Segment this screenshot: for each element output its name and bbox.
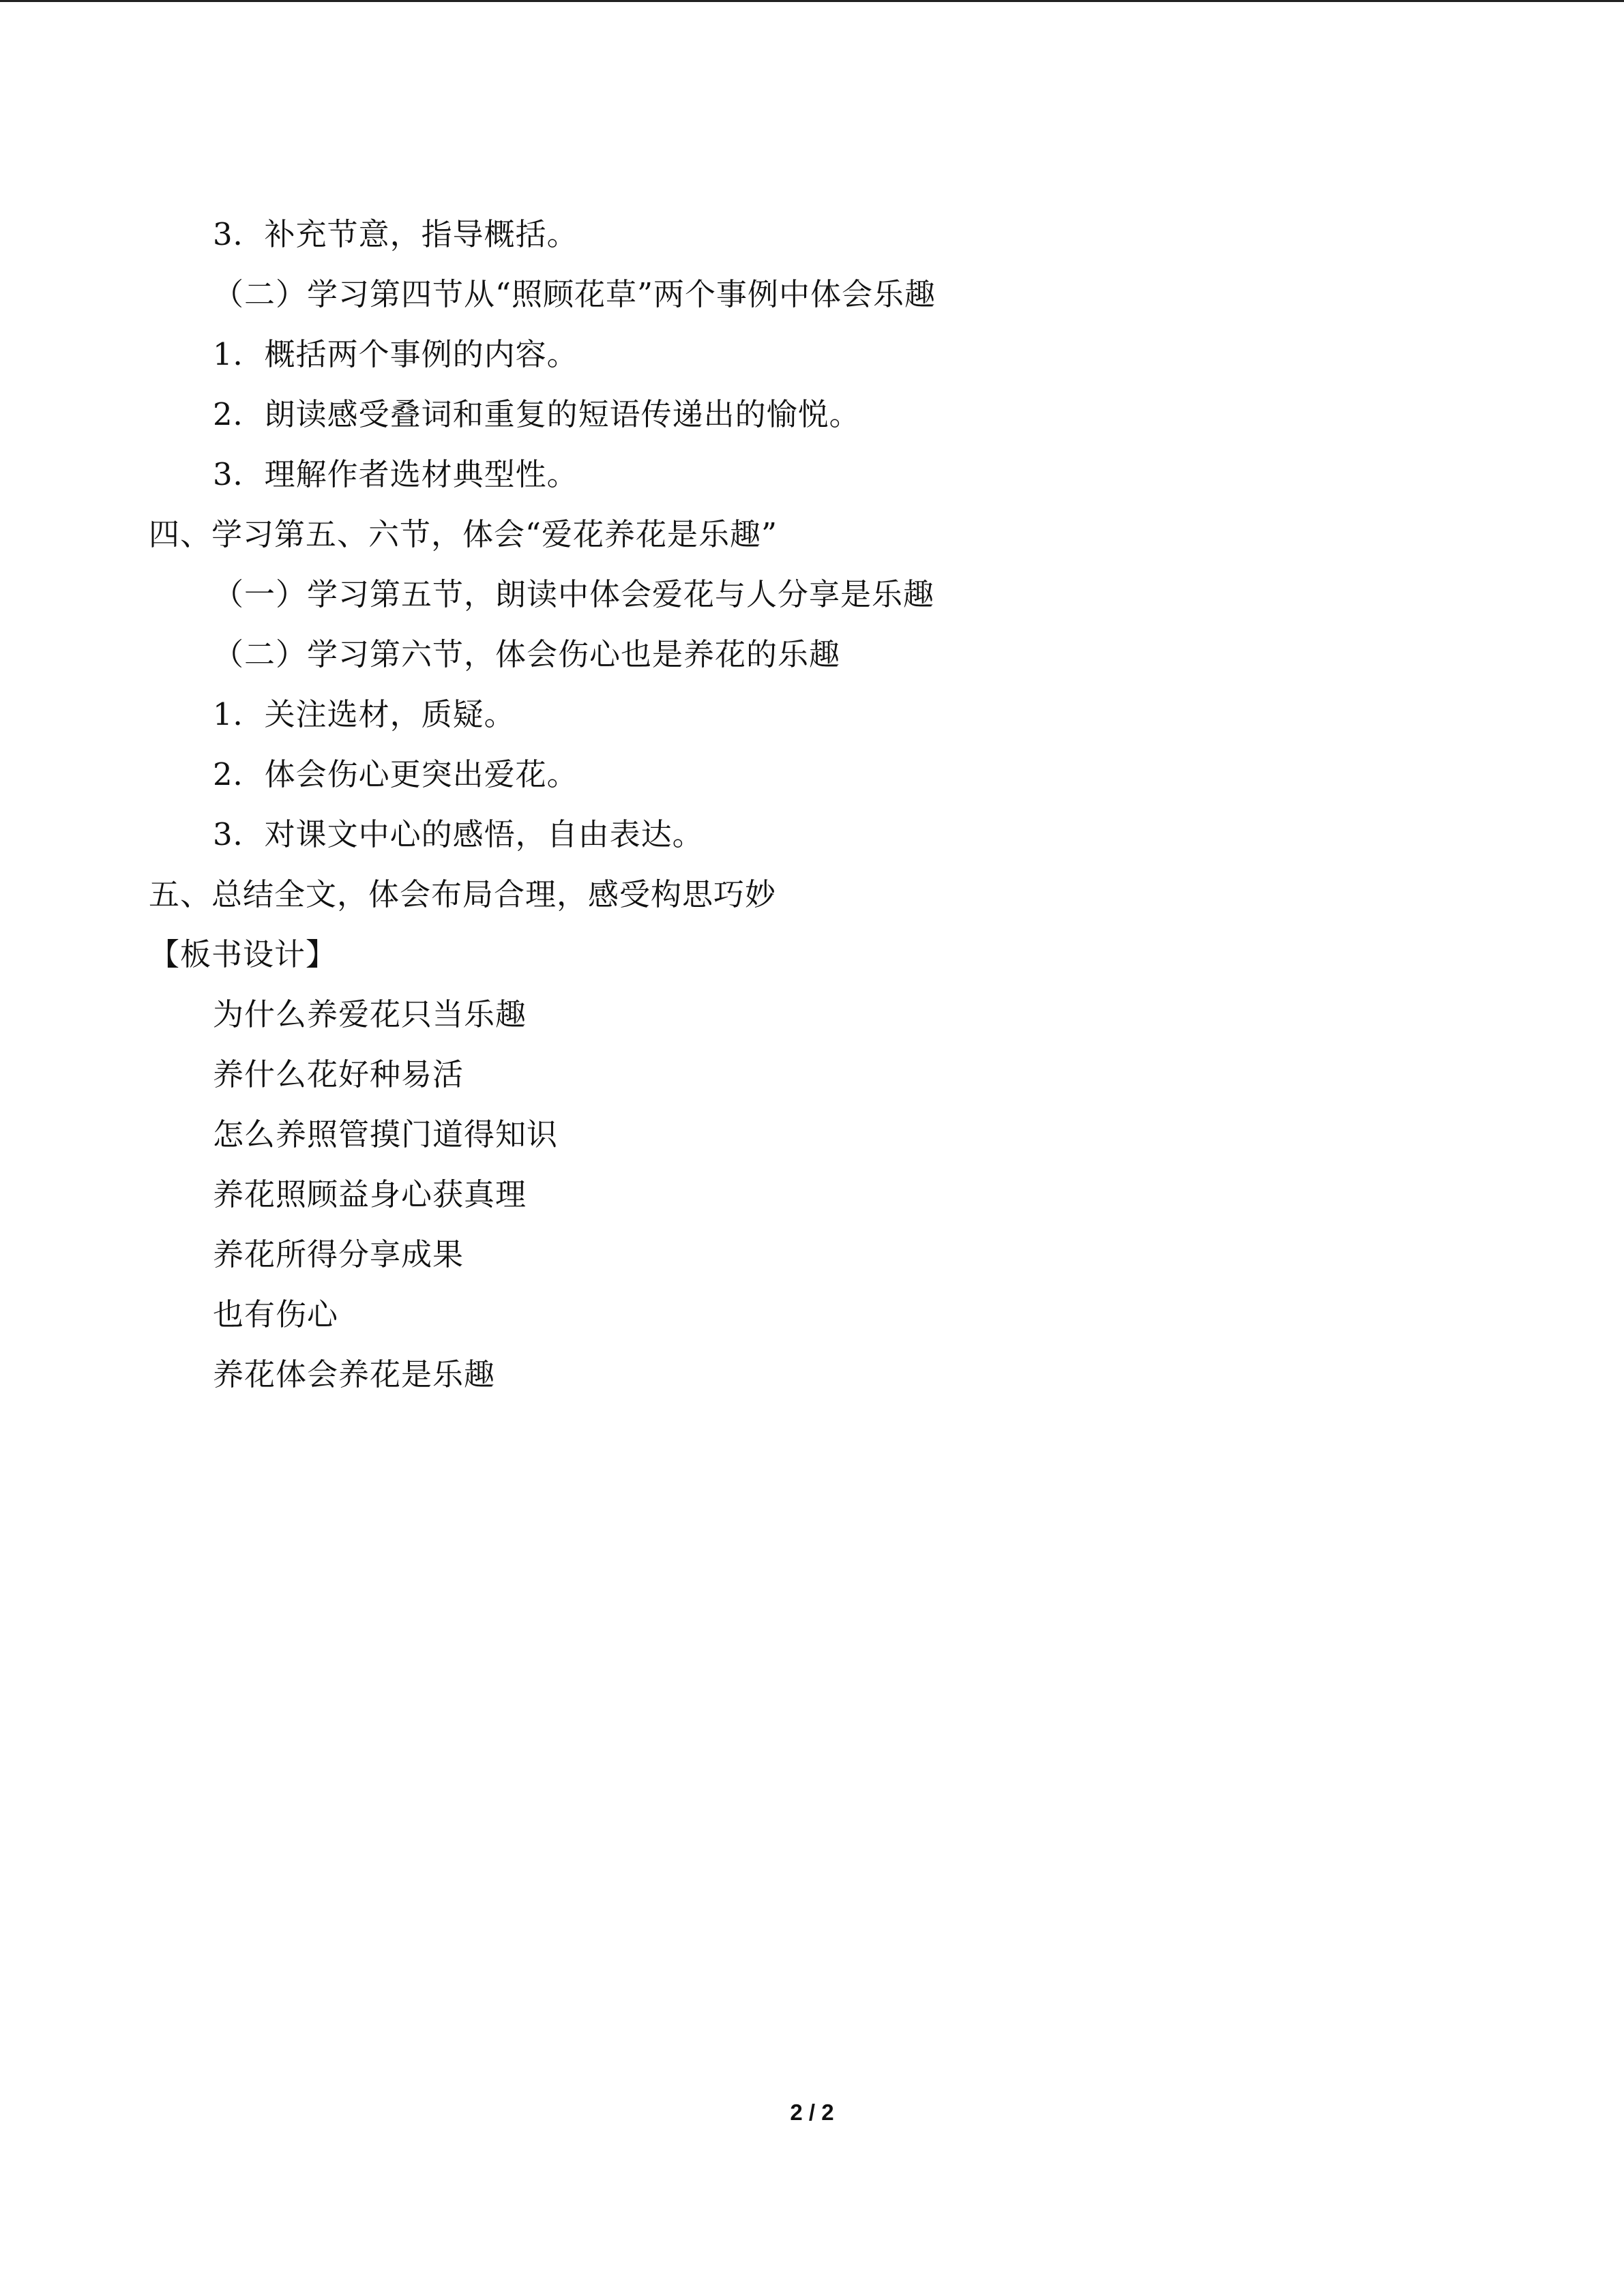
board-line-3: 怎么养照管摸门道得知识 (213, 1116, 559, 1152)
board-design-heading: 【板书设计】 (149, 936, 338, 972)
step-3-summarize-meaning: 3．补充节意，指导概括。 (213, 216, 578, 252)
step-1-summarize-examples: 1．概括两个事例的内容。 (213, 336, 578, 372)
section-five-heading: 五、总结全文，体会布局合理，感受构思巧妙 (149, 876, 777, 912)
board-line-7: 养花体会养花是乐趣 (213, 1356, 496, 1392)
board-line-6: 也有伤心 (213, 1296, 339, 1332)
subsection-1-section-five: （一）学习第五节，朗读中体会爱花与人分享是乐趣 (213, 576, 935, 612)
board-line-2: 养什么花好种易活 (213, 1056, 464, 1092)
board-line-5: 养花所得分享成果 (213, 1236, 464, 1272)
step-2-read-aloud: 2．朗读感受叠词和重复的短语传递出的愉悦。 (213, 396, 861, 432)
step-2-sadness-love: 2．体会伤心更突出爱花。 (213, 756, 578, 792)
subsection-2-section-six: （二）学习第六节，体会伤心也是养花的乐趣 (213, 636, 841, 672)
subsection-2-section-four: （二）学习第四节从“照顾花草”两个事例中体会乐趣 (213, 276, 936, 312)
step-1-material-question: 1．关注选材，质疑。 (213, 696, 516, 732)
section-four-heading: 四、学习第五、六节，体会“爱花养花是乐趣” (149, 516, 778, 552)
board-line-1: 为什么养爱花只当乐趣 (213, 996, 527, 1032)
page-number: 2 / 2 (790, 2100, 834, 2125)
step-3-typical-material: 3．理解作者选材典型性。 (213, 456, 578, 492)
board-line-4: 养花照顾益身心获真理 (213, 1176, 527, 1212)
step-3-free-expression: 3．对课文中心的感悟，自由表达。 (213, 816, 704, 852)
